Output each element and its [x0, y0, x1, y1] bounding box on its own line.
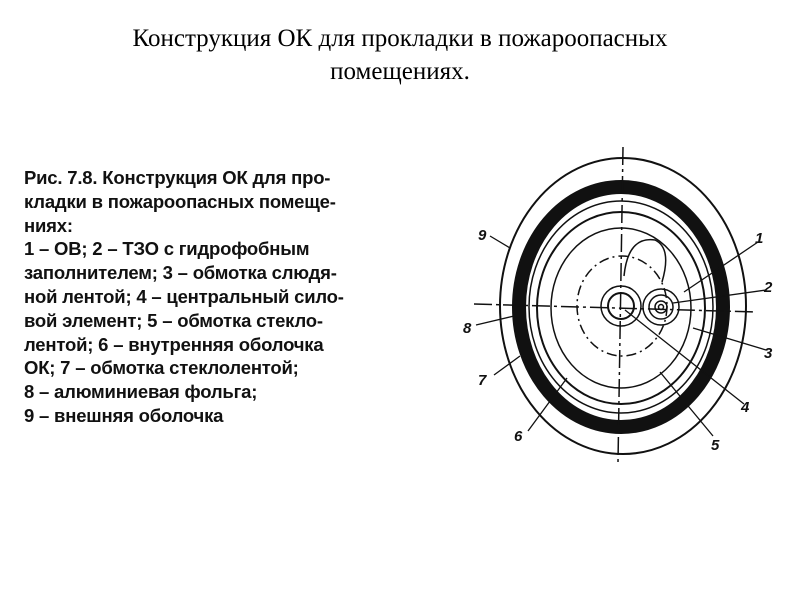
- optical-fiber: [655, 301, 667, 313]
- label-1: 1: [755, 230, 764, 247]
- label-7: 7: [478, 372, 487, 389]
- fiber-loop: [624, 240, 666, 282]
- leader-9: [490, 236, 510, 248]
- title-line-1: Конструкция ОК для прокладки в пожароопасных: [132, 25, 668, 52]
- label-2: 2: [764, 279, 773, 296]
- caption-line: Рис. 7.8. Конструкция ОК для про-: [24, 167, 331, 188]
- label-3: 3: [764, 345, 773, 362]
- leader-8: [476, 316, 514, 325]
- caption-line: ниях:: [24, 214, 73, 236]
- leader-3: [693, 328, 766, 350]
- label-4: 4: [741, 399, 750, 416]
- loose-tube: [649, 295, 673, 319]
- label-9: 9: [478, 227, 487, 244]
- caption-line: вой элемент; 5 – обмотка стекло-: [24, 309, 323, 331]
- caption-line: 9 – внешняя оболочка: [24, 404, 224, 426]
- label-6: 6: [514, 428, 523, 445]
- caption-line: лентой; 6 – внутренняя оболочка: [24, 333, 324, 355]
- mica-tape-dashed: [577, 256, 667, 356]
- label-8: 8: [463, 320, 472, 337]
- caption-line: 8 – алюминиевая фольга;: [24, 381, 258, 403]
- label-5: 5: [711, 437, 720, 454]
- caption-line: заполнителем; 3 – обмотка слюдя-: [24, 262, 337, 284]
- leader-7: [494, 356, 520, 375]
- caption-line: кладки в пожароопасных помеще-: [24, 190, 336, 212]
- axis-vertical: [618, 147, 623, 462]
- caption-line: ОК; 7 – обмотка стеклолентой;: [24, 357, 299, 379]
- caption-line: 1 – ОВ; 2 – ТЗО с гидрофобным: [24, 238, 310, 260]
- caption-line: ной лентой; 4 – центральный сило-: [24, 285, 344, 307]
- title-line-2: помещениях.: [330, 58, 470, 85]
